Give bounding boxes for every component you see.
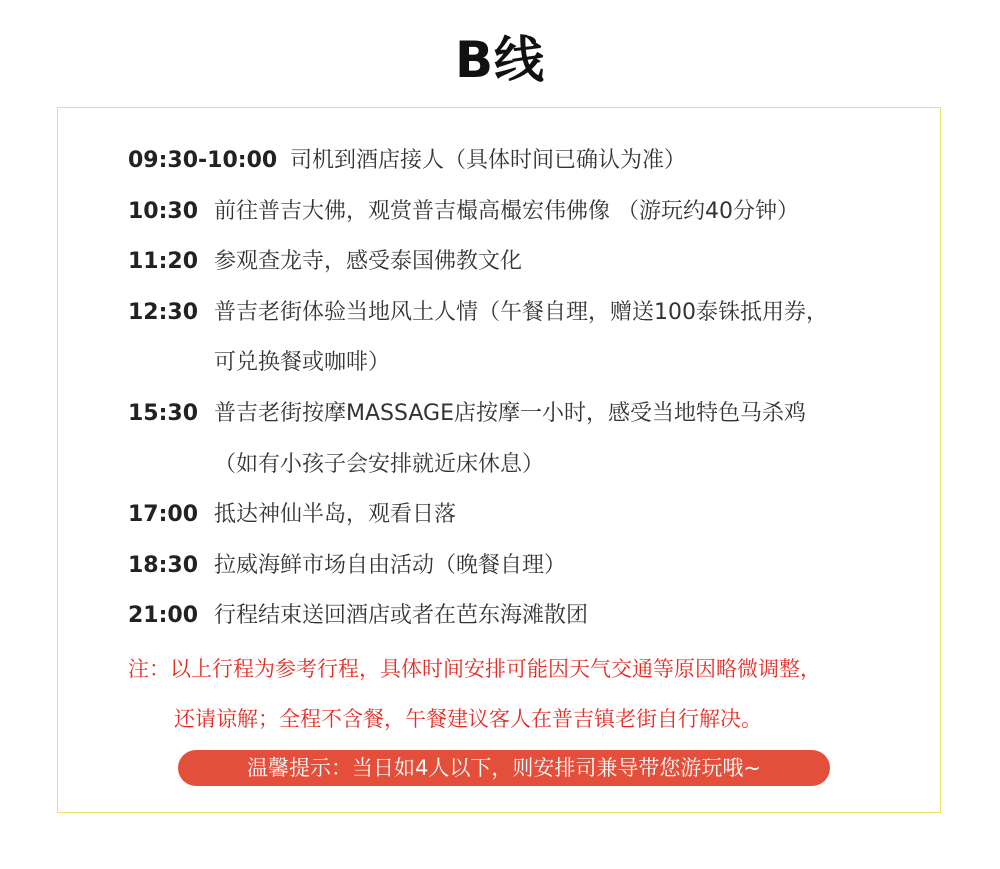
schedule-description-line: 司机到酒店接人（具体时间已确认为准）: [290, 148, 687, 173]
schedule-description-line: （如有小孩子会安排就近床休息）: [214, 451, 545, 477]
schedule-description-line: 拉威海鲜市场自由活动（晚餐自理）: [214, 552, 567, 578]
page-title: B线: [454, 31, 546, 89]
schedule-time: 17:00: [128, 502, 199, 528]
schedule-description-line: 参观查龙寺，感受泰国佛教文化: [214, 249, 523, 275]
schedule-description: [290, 136, 686, 187]
schedule-time: 18:30: [128, 552, 199, 578]
schedule-description-line: 普吉老街体验当地风土人情（午餐自理，赠送100泰铢抵用券，: [214, 299, 828, 325]
schedule-item: [128, 490, 918, 541]
schedule-time: 09:30-10:00: [128, 148, 278, 173]
schedule-description: [214, 288, 828, 389]
schedule-time: 21:00: [128, 603, 199, 629]
schedule-item: [128, 288, 918, 389]
schedule-description-line: 可兑换餐或咖啡）: [214, 350, 391, 376]
schedule-time: 10:30: [128, 198, 199, 224]
schedule-description: [214, 541, 566, 592]
schedule-item: [128, 389, 918, 490]
schedule-description: [214, 187, 799, 238]
schedule-item: [128, 136, 918, 187]
schedule-time: 11:20: [128, 249, 199, 275]
schedule-description-line: 前往普吉大佛，观赏普吉樶高樶宏伟佛像 （游玩约40分钟）: [214, 198, 799, 224]
schedule-description: [214, 237, 522, 288]
schedule-item: [128, 591, 918, 642]
schedule-item: [128, 187, 918, 238]
schedule-time: 12:30: [128, 299, 199, 325]
schedule-description-line: 抵达神仙半岛，观看日落: [214, 502, 457, 528]
schedule-description-line: 普吉老街按摩MASSAGE店按摩一小时，感受当地特色马杀鸡: [214, 400, 806, 426]
schedule-item: [128, 541, 918, 592]
schedule-description: [214, 389, 806, 490]
note-line: 注：以上行程为参考行程，具体时间安排可能因天气交通等原因略微调整，: [128, 657, 821, 681]
note-line: 还请谅解；全程不含餐，午餐建议客人在普吉镇老街自行解决。: [174, 707, 762, 731]
schedule-time: 15:30: [128, 400, 199, 426]
schedule-description: [214, 490, 456, 541]
schedule-list: [128, 136, 918, 642]
schedule-description: [214, 591, 588, 642]
tip-badge: 温馨提示：当日如4人以下，则安排司兼导带您游玩哦~: [178, 750, 830, 786]
itinerary-note: [128, 644, 821, 744]
schedule-description-line: 行程结束送回酒店或者在芭东海滩散团: [214, 603, 589, 629]
schedule-item: [128, 237, 918, 288]
